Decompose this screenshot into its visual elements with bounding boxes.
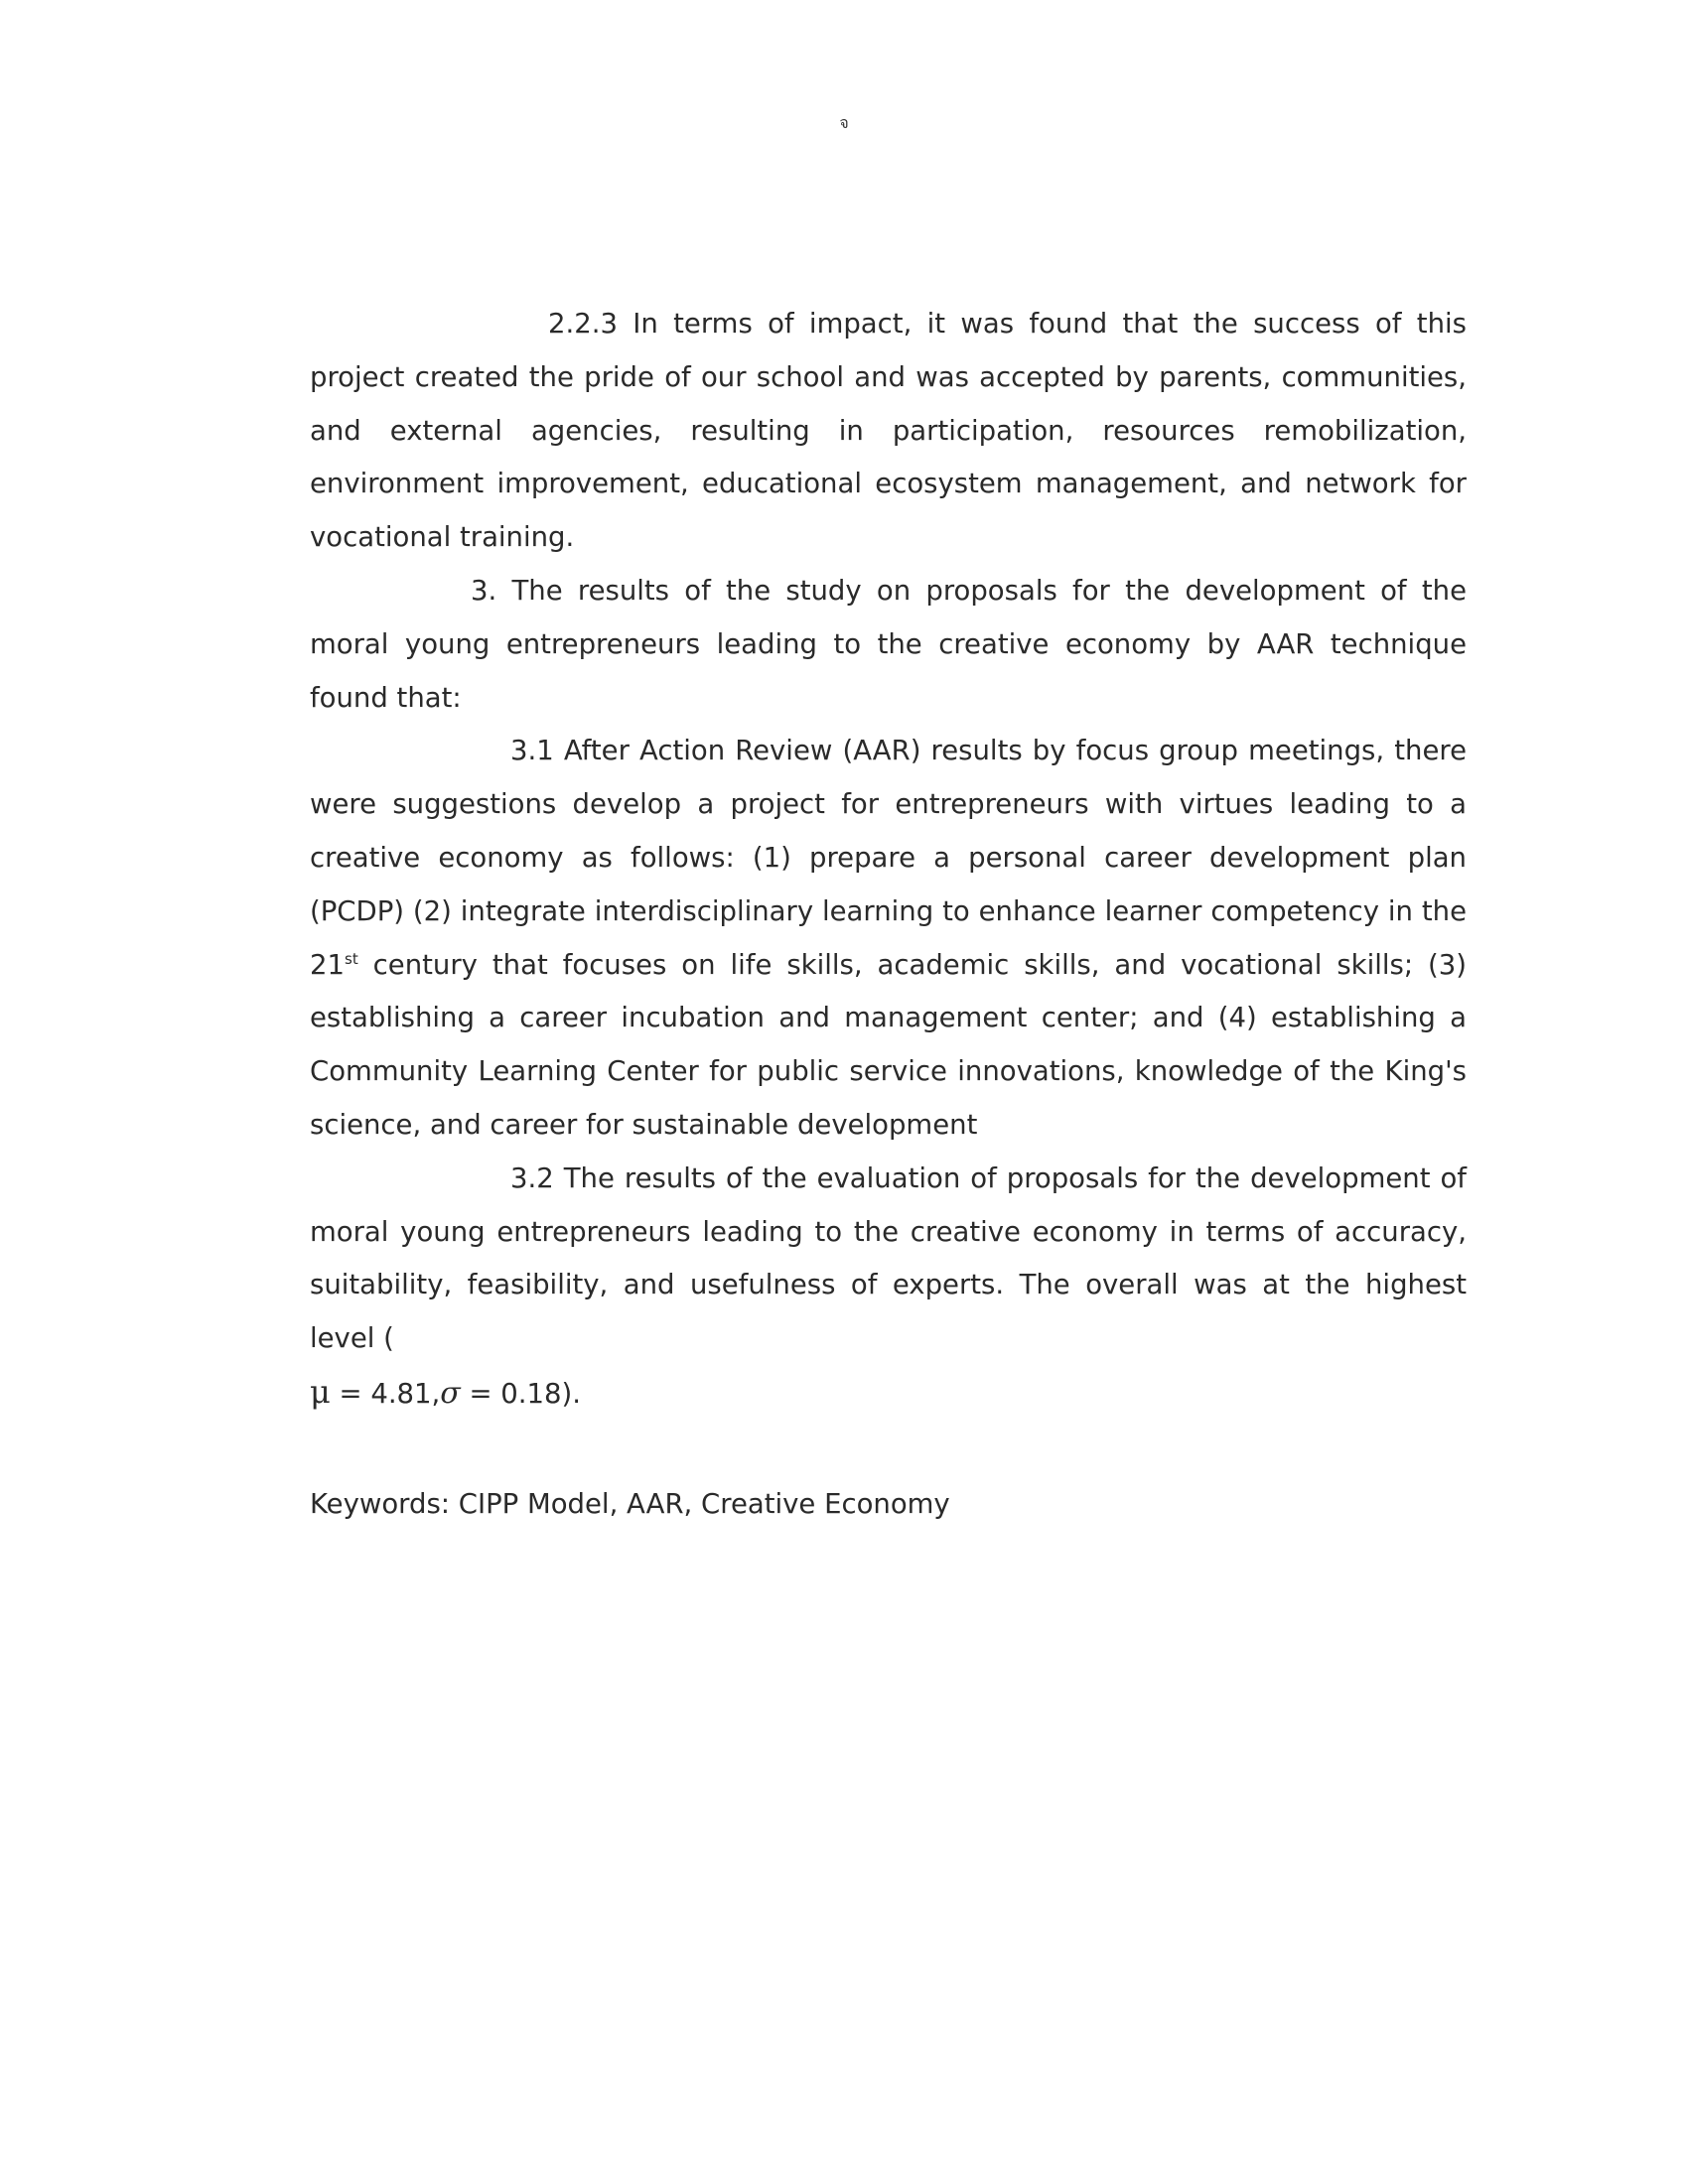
- paragraph-3-1-text: 3.1 After Action Review (AAR) results by focus group meetings, there were suggestions develop a project for entrepreneurs with virtues leading to a creative economy as follows: (1) prepare a personal career development plan (PCDP) (2) integrate interdisciplinary learning to enhance learner competency in the 21: [310, 735, 1467, 981]
- ordinal-superscript: st: [345, 949, 358, 968]
- paragraph-3-1-continuation: century that focuses on life skills, academic skills, and vocational skills; (3) establishing a career incubation and management center; and (4) establishing a Community Learning Center for public service innovations, knowledge of the King's science, and career for sustainable development: [310, 948, 1467, 1141]
- paragraph-3-2-text: 3.2 The results of the evaluation of proposals for the development of moral young entrepreneurs leading to the creative economy in terms of accuracy, suitability, feasibility, and usefulness of experts. The overall was at the highest level (: [310, 1161, 1467, 1355]
- sigma-value: = 0.18).: [460, 1377, 582, 1410]
- keywords-line: Keywords: CIPP Model, AAR, Creative Economy: [310, 1487, 950, 1520]
- paragraph-3-2: [310, 1153, 1467, 1422]
- paragraph-2-2-3: 2.2.3 In terms of impact, it was found that the success of this project created the pride of our school and was accepted by parents, communities, and external agencies, resulting in participation, resources remobilization, environment improvement, educational ecosystem management, and network for vocational training.: [310, 308, 1467, 554]
- mu-symbol: μ: [310, 1372, 331, 1411]
- mu-value: = 4.81,: [330, 1377, 441, 1410]
- paragraph-3: 3. The results of the study on proposals for the development of the moral young entrepreneurs leading to the creative economy by AAR technique found that:: [310, 574, 1467, 714]
- paragraph-3-1: [310, 725, 1467, 1152]
- sigma-symbol: σ: [440, 1375, 461, 1411]
- page-number: จ: [839, 113, 849, 132]
- abstract-body: [310, 298, 1467, 1532]
